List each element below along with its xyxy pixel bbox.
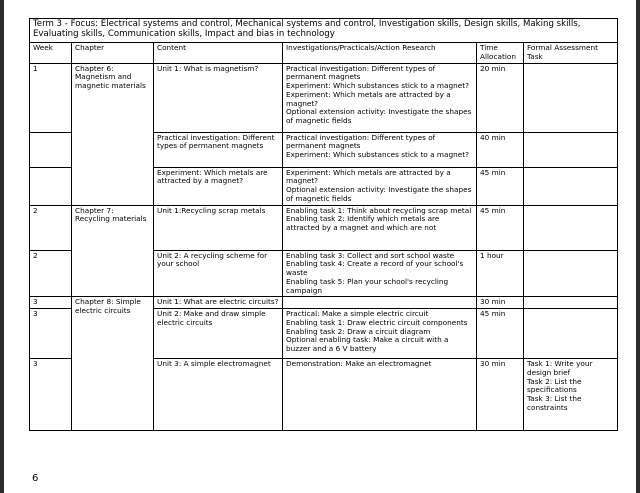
header-chapter: Chapter: [72, 43, 154, 64]
cell-investigations: [283, 309, 477, 359]
cell-time: 45 min: [477, 205, 524, 250]
cell-formal: [524, 359, 618, 431]
investigation-item: Demonstration: Make an electromagnet: [286, 359, 432, 368]
header-formal-assessment: Formal Assessment Task: [524, 43, 618, 64]
cell-formal: [524, 205, 618, 250]
header-row: [30, 43, 618, 64]
cell-investigations: [283, 205, 477, 250]
cell-content: Unit 2: Make and draw simple electric circuits: [154, 309, 283, 359]
header-week: Week: [30, 43, 72, 64]
investigation-item: Practical investigation: Different types of permanent magnets: [286, 63, 436, 82]
investigation-item: Optional enabling task: Make a circuit with a buzzer and a 6 V battery: [286, 335, 449, 353]
cell-week: 2: [30, 250, 72, 297]
cell-formal: [524, 132, 618, 167]
cell-formal: [524, 167, 618, 205]
cell-content: Unit 3: A simple electromagnet: [154, 359, 283, 431]
cell-time: 30 min: [477, 297, 524, 309]
header-investigations: Investigations/Practicals/Action Research: [283, 43, 477, 64]
cell-week: [30, 167, 72, 205]
cell-time: 45 min: [477, 309, 524, 359]
cell-content: Unit 2: A recycling scheme for your school: [154, 250, 283, 297]
cell-chapter: Chapter 7: Recycling materials: [72, 205, 154, 297]
investigation-item: Experiment: Which metals are attracted by a magnet?: [286, 167, 451, 186]
investigation-item: Experiment: Which substances stick to a magnet?: [286, 150, 469, 159]
cell-investigations: [283, 359, 477, 431]
investigation-item: Practical: Make a simple electric circuit: [286, 309, 429, 318]
cell-week: 3: [30, 309, 72, 359]
cell-content: Unit 1:Recycling scrap metals: [154, 205, 283, 250]
cell-content: Experiment: Which metals are attracted by a magnet?: [154, 167, 283, 205]
cell-formal: [524, 63, 618, 132]
cell-content: Unit 1: What are electric circuits?: [154, 297, 283, 309]
investigation-item: Enabling task 1: Think about recycling scrap metal: [286, 205, 472, 215]
cell-time: 45 min: [477, 167, 524, 205]
cell-week: 3: [30, 359, 72, 431]
table-row: [30, 205, 618, 250]
title-row: [30, 19, 618, 43]
investigation-item: Enabling task 2: Identify which metals are attracted by a magnet and which are not: [286, 214, 440, 232]
document-page: [4, 0, 636, 493]
window-frame-right: [636, 0, 640, 493]
cell-investigations: [283, 63, 477, 132]
header-content: Content: [154, 43, 283, 64]
header-time-allocation: Time Allocation: [477, 43, 524, 64]
investigation-item: Optional extension activity: Investigate the shapes of magnetic fields: [286, 185, 472, 203]
table-row: [30, 63, 618, 132]
cell-time: 40 min: [477, 132, 524, 167]
cell-formal: [524, 297, 618, 309]
cell-investigations: [283, 250, 477, 297]
cell-formal: [524, 309, 618, 359]
term-title: Term 3 - Focus: Electrical systems and control, Mechanical systems and control, Investigation skills, Design skills, Making skills, Evaluating skills, Communication skills, Impact and bias in technology: [30, 19, 618, 43]
investigation-item: Enabling task 4: Create a record of your school's waste: [286, 259, 464, 277]
investigation-item: Optional extension activity: Investigate the shapes of magnetic fields: [286, 107, 472, 125]
cell-time: 20 min: [477, 63, 524, 132]
cell-content: Unit 1: What is magnetism?: [154, 63, 283, 132]
investigation-item: Enabling task 1: Draw electric circuit components: [286, 317, 468, 327]
investigation-item: Enabling task 5: Plan your school's recycling campaign: [286, 276, 449, 295]
cell-week: 2: [30, 205, 72, 250]
assessment-task: Task 1: Write your design brief: [527, 359, 593, 377]
investigation-item: Experiment: Which metals are attracted by a magnet?: [286, 89, 451, 108]
investigation-item: Enabling task 2: Draw a circuit diagram: [286, 326, 431, 336]
investigation-item: Practical investigation: Different types of permanent magnets: [286, 132, 436, 151]
assessment-task: Task 3: List the constraints: [527, 394, 582, 412]
page-number: 6: [32, 473, 39, 484]
cell-content: Practical investigation: Different types of permanent magnets: [154, 132, 283, 167]
cell-investigations: [283, 297, 477, 309]
cell-week: 1: [30, 63, 72, 132]
assessment-task: Task 2: List the specifications: [527, 376, 582, 395]
cell-chapter: Chapter 8: Simple electric circuits: [72, 297, 154, 431]
cell-week: [30, 132, 72, 167]
cell-time: 30 min: [477, 359, 524, 431]
table-row: [30, 297, 618, 309]
cell-investigations: [283, 167, 477, 205]
cell-week: 3: [30, 297, 72, 309]
cell-formal: [524, 250, 618, 297]
investigation-item: Experiment: Which substances stick to a magnet?: [286, 81, 469, 90]
term-plan-table: [29, 18, 618, 431]
cell-chapter: Chapter 6: Magnetism and magnetic materials: [72, 63, 154, 205]
cell-investigations: [283, 132, 477, 167]
cell-time: 1 hour: [477, 250, 524, 297]
investigation-item: Enabling task 3: Collect and sort school waste: [286, 250, 455, 260]
